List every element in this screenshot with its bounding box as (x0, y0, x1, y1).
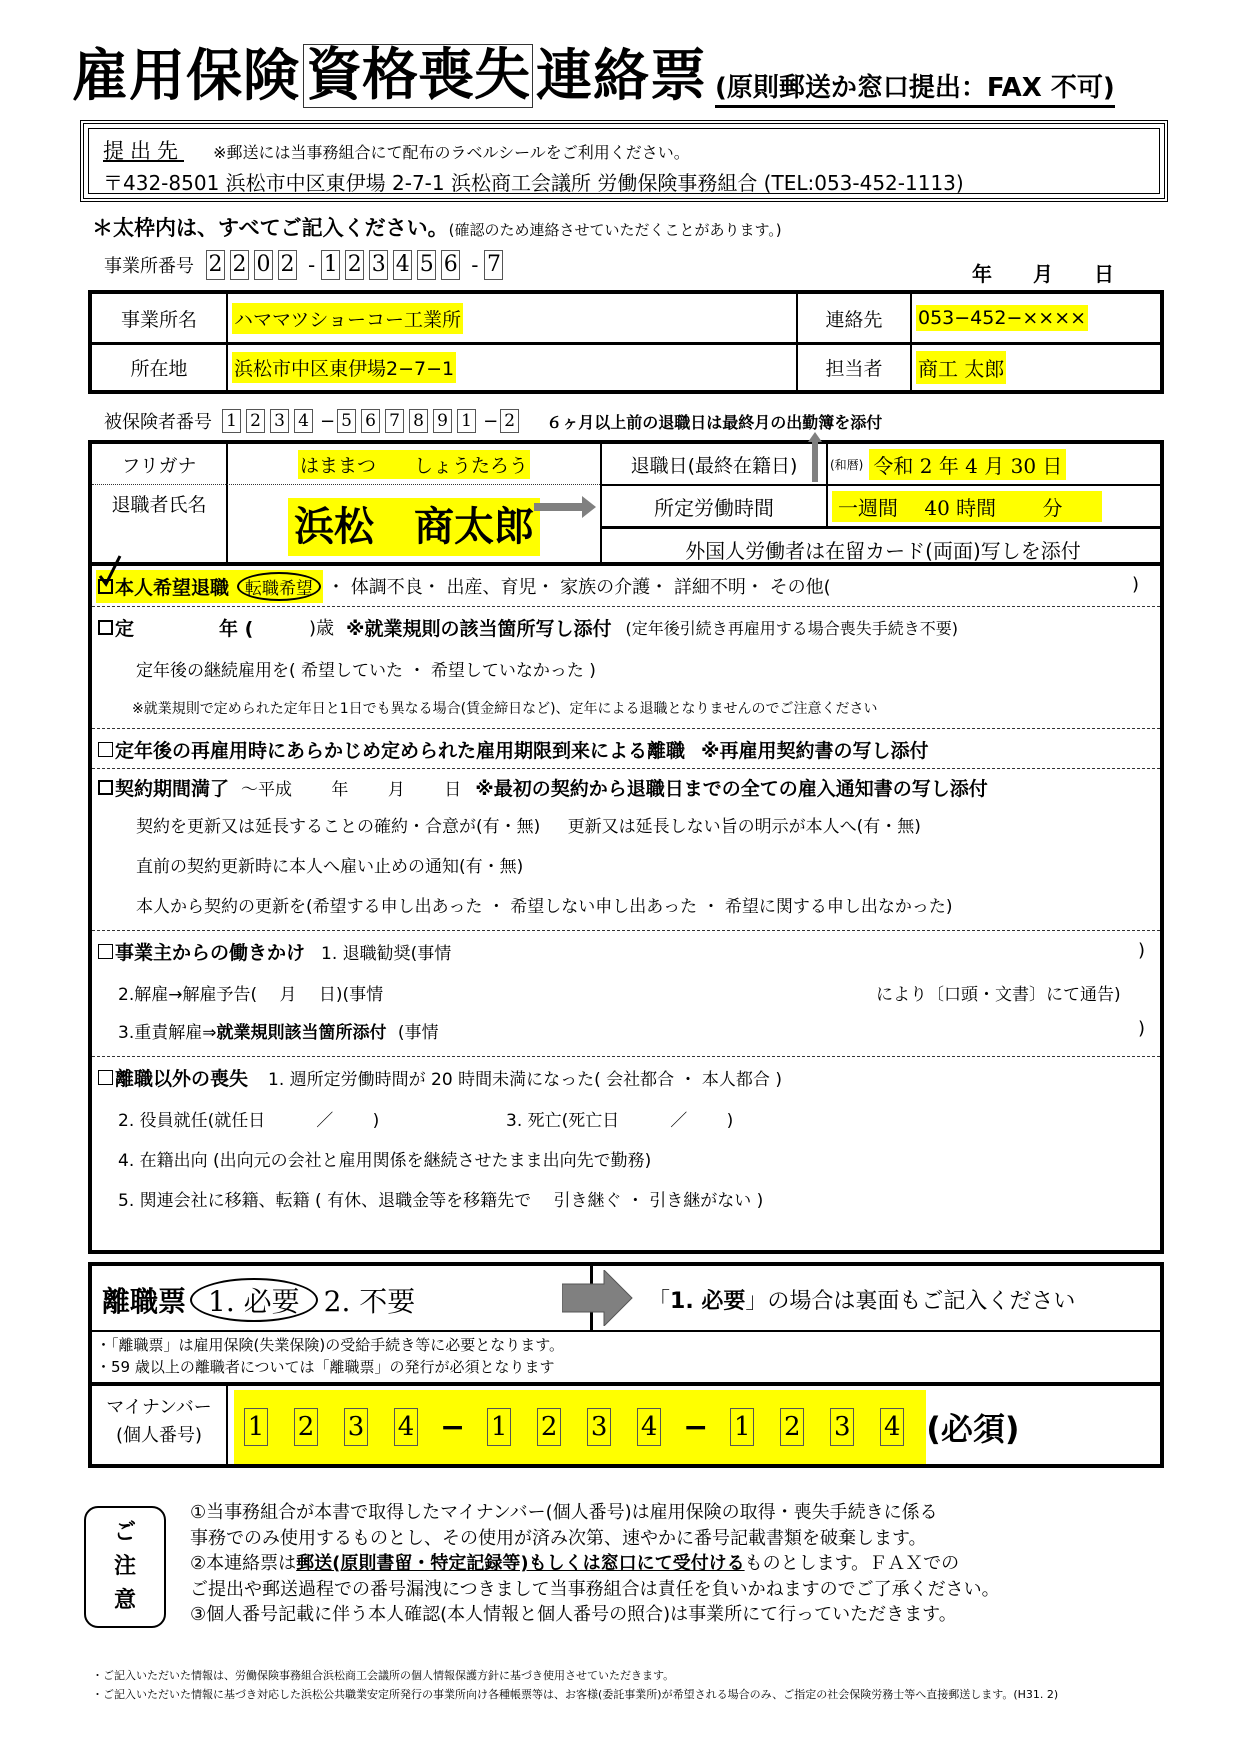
item3-bold: 就業規則該当箇所添付 (216, 1023, 387, 1043)
separation-slip-back-note (648, 1284, 1075, 1315)
company-name-label: 事業所名 (120, 308, 197, 331)
employer-action-checkbox[interactable] (98, 944, 113, 959)
insured-number-digit: 3 (270, 409, 289, 433)
non-separation-checkbox[interactable] (98, 1070, 113, 1085)
retire-date-field[interactable] (830, 448, 1066, 480)
employer-action-item3-close: ) (1138, 1018, 1146, 1039)
office-number-digit: 2 (278, 250, 297, 280)
separation-slip-options (102, 1278, 415, 1322)
office-number-digit: 5 (417, 250, 436, 280)
my-number-digit: 3 (344, 1408, 368, 1446)
item3-suffix: (事情 (397, 1023, 439, 1043)
office-number-digit: 1 (321, 250, 340, 280)
non-separation-item3: 3. 死亡(死亡日 ／ ) (506, 1111, 734, 1131)
insured-number-note: ６ヶ月以上前の退職日は最終月の出勤簿を添付 (546, 412, 883, 432)
caution-line5: ③個人番号記載に伴う本人確認(本人情報と個人番号の照合)は事業所にて行っていただきます。 (190, 1604, 957, 1625)
company-name-value: ハママツショーコー工業所 (232, 303, 463, 334)
destination-note: ※郵送には当事務組合にて配布のラベルシールをご利用ください。 (213, 143, 690, 162)
my-number-digit: 1 (730, 1408, 754, 1446)
employer-action-item2-right: により〔口頭・文書〕にて通告) (876, 985, 1121, 1005)
retirement-age-continued-employment: 定年後の継続雇用を( 希望していた ・ 希望していなかった ) (136, 661, 596, 681)
insured-number-digit: 8 (409, 409, 428, 433)
company-name-field[interactable] (232, 302, 463, 334)
my-number-label2: (個人番号) (115, 1425, 203, 1446)
non-separation-item2: 2. 役員就任(就任日 ／ ) (118, 1111, 380, 1131)
furigana-field[interactable] (228, 448, 600, 480)
work-hours-field[interactable] (832, 490, 1102, 522)
my-number-digit: 2 (294, 1408, 318, 1446)
page-title (72, 38, 1115, 108)
reason-non-separation[interactable] (98, 1062, 782, 1092)
separation-slip-note2: ・59 歳以上の離職者については「離職票」の発行が必須となります (96, 1358, 555, 1376)
address-field[interactable] (232, 351, 456, 383)
my-number-digit: 2 (780, 1408, 804, 1446)
voluntary-options: ・ 体調不良・ 出産、育児・ 家族の介護・ 詳細不明・ その他( (327, 577, 831, 598)
my-number-label1: マイナンバー (106, 1397, 212, 1418)
contract-end-label: 契約期間満了 (115, 777, 230, 800)
reemployment-attach: ※再雇用契約書の写し添付 (701, 739, 929, 762)
separation-slip-notes (88, 1332, 1164, 1382)
retirement-age-age: )歳 (309, 618, 335, 639)
separation-slip-label: 離職票 (102, 1285, 187, 1318)
checkmark-icon (98, 554, 122, 588)
my-number-label (92, 1394, 226, 1450)
separation-slip-note1: ・「離職票」は雇用保険(失業保険)の受給手続き等に必要となります。 (96, 1336, 565, 1354)
my-number-digit: 4 (880, 1408, 904, 1446)
foreign-worker-note: 外国人労働者は在留カード(両面)写しを添付 (685, 538, 1081, 563)
destination-address: 〒432-8501 浜松市中区東伊場 2-7-1 浜松商工会議所 労働保険事務組合 (TEL:053-452-1113) (103, 171, 964, 195)
contact-value: 053−452−×××× (918, 307, 1087, 329)
employer-action-item3 (118, 1018, 439, 1043)
insured-number-separator: − (483, 410, 499, 432)
retire-date-value: 令和 2 年 4 月 30 日 (869, 449, 1066, 480)
caution-text (190, 1500, 1000, 1628)
title-part1: 雇用保険 (72, 44, 300, 109)
reason-contract-end[interactable] (98, 772, 988, 802)
destination-box (80, 120, 1168, 202)
office-number-digit: 0 (254, 250, 273, 280)
separation-slip-required-option[interactable]: 1. 必要 (190, 1278, 318, 1322)
footer-line2: ・ご記入いただいた情報に基づき対応した浜松公共職業安定所発行の事業所向け各種帳票等は、お客様(委託事業所)が希望される場合のみ、ご指定の社会保険労務士等へ直接郵送します。(H31. 2) (92, 1688, 1059, 1701)
furigana-label: フリガナ (121, 454, 197, 477)
office-number-digit: 4 (393, 250, 412, 280)
contract-non-renewal-notice: 更新又は延長しない旨の明示が本人へ(有・無) (567, 817, 921, 837)
separation-slip-not-required-option[interactable]: 2. 不要 (323, 1285, 416, 1318)
caution-char: ご (113, 1520, 136, 1545)
work-hours-label: 所定労働時間 (654, 495, 774, 520)
date-day-label: 日 (1093, 262, 1114, 286)
reasons-block (88, 562, 1164, 1254)
retiree-name-label: 退職者氏名 (111, 494, 207, 516)
office-number-separator: - (471, 253, 479, 277)
address-value: 浜松市中区東伊場2−7−1 (232, 352, 456, 383)
person-in-charge-label: 担当者 (825, 358, 883, 380)
person-in-charge-value: 商工 太郎 (916, 351, 1006, 384)
my-number-digit: 1 (487, 1408, 511, 1446)
insured-number-digit: 1 (457, 409, 476, 433)
caution-line1: ①当事務組合が本書で取得したマイナンバー(個人番号)は雇用保険の取得・喪失手続きに係る (190, 1502, 938, 1523)
contract-renewal-agreement: 契約を更新又は延長することの確約・合意が(有・無) (136, 817, 541, 837)
voluntary-close-paren: ) (1132, 574, 1140, 595)
company-table (88, 290, 1164, 394)
fill-instruction (92, 212, 782, 242)
item3-prefix: 3.重責解雇⇒ (118, 1023, 217, 1043)
office-number-group2[interactable] (321, 250, 465, 280)
retirement-age-caution: ※就業規則で定められた定年日と1日でも異なる場合(賃金締日など)、定年による退職となりませんのでご注意ください (132, 701, 878, 717)
my-number-digit: 3 (830, 1408, 854, 1446)
employer-action-label: 事業主からの働きかけ (115, 941, 306, 964)
caution-line3-prefix: ②本連絡票は (190, 1553, 297, 1574)
caution-line2: 事務でのみ使用するものとし、その使用が済み次第、速やかに番号記載書類を破棄します。 (190, 1527, 927, 1549)
address-label: 所在地 (130, 358, 188, 380)
my-number-digit: 4 (637, 1408, 661, 1446)
insured-number-label: 被保険者番号 (104, 412, 212, 433)
employer-action-item1: 1. 退職勧奨(事情 (321, 943, 452, 964)
office-number-digit: 2 (230, 250, 249, 280)
retiree-name-value: 浜松 商太郎 (288, 498, 540, 556)
caution-char: 注 (113, 1554, 136, 1579)
reason-reemployment[interactable] (98, 734, 929, 764)
my-number-digit: 1 (244, 1408, 268, 1446)
separation-slip-row (88, 1262, 1164, 1332)
insured-number-row (104, 408, 882, 434)
office-number-row (104, 250, 508, 280)
destination-label: 提出先 (103, 139, 184, 163)
insured-number-separator: − (320, 410, 336, 432)
insured-number-digit: 2 (500, 409, 519, 433)
arrow-up-icon (808, 432, 818, 482)
instruction-main: ＊太枠内は、すべてご記入ください。 (92, 216, 449, 240)
office-number-group1[interactable] (206, 250, 302, 280)
retirement-age-year: 年 ( (219, 617, 254, 640)
caution-char: 意 (113, 1588, 136, 1613)
my-number-row (88, 1382, 1164, 1468)
reason-voluntary[interactable] (96, 570, 831, 602)
date-month-label: 月 (1032, 262, 1053, 286)
footer-line1: ・ご記入いただいた情報は、労働保険事務組合浜松商工会議所の個人情報保護方針に基づき使用させていただきます。 (92, 1669, 675, 1682)
retirement-age-label: 定 (115, 617, 135, 640)
my-number-separator: − (683, 1409, 709, 1445)
contract-end-checkbox[interactable] (98, 780, 113, 795)
voluntary-circled-option[interactable]: 転職希望 (237, 572, 321, 601)
non-separation-item1: 1. 週所定労働時間が 20 時間未満になった( 会社都合 ・ 本人都合 ) (268, 1069, 782, 1090)
employer-action-item2: 2.解雇→解雇予告( 月 日)(事情 (118, 985, 384, 1005)
arrow-right-icon (534, 496, 596, 522)
footer-notes (92, 1666, 1058, 1704)
caution-label-box (84, 1506, 166, 1628)
date-year-label: 年 (972, 262, 992, 286)
contact-label: 連絡先 (825, 308, 883, 331)
note-prefix: 「 (648, 1289, 671, 1314)
office-number-group3[interactable] (484, 250, 508, 280)
non-separation-item4: 4. 在籍出向 (出向元の会社と雇用関係を継続させたまま出向先で勤務) (118, 1151, 652, 1171)
reemployment-checkbox[interactable] (98, 742, 113, 757)
reason-retirement-age[interactable] (98, 612, 958, 642)
contract-renewal-request: 本人から契約の更新を(希望する申し出あった ・ 希望しない申し出あった ・ 希望に関する申し出なかった) (136, 897, 953, 917)
title-subtitle: (原則郵送か窓口提出：FAX 不可) (715, 72, 1115, 108)
my-number-digits[interactable] (244, 1404, 1020, 1450)
office-number-digit: 3 (369, 250, 388, 280)
office-number-digit: 2 (345, 250, 364, 280)
date-header[interactable] (972, 258, 1114, 287)
caution-line3-bold: 郵送(原則書留・特定記録等)もしくは窓口にて受付ける (296, 1553, 745, 1574)
insured-number-group3[interactable] (500, 409, 524, 433)
my-number-digit: 2 (537, 1408, 561, 1446)
insured-number-digit: 7 (385, 409, 404, 433)
contract-end-date: 〜平成 年 月 日 (241, 779, 462, 800)
reason-employer-action[interactable] (98, 936, 451, 966)
office-number-digit: 7 (484, 250, 503, 280)
title-boxed: 資格喪失 (303, 44, 533, 108)
instruction-sub: (確認のため連絡させていただくことがあります。) (448, 221, 782, 239)
office-number-label: 事業所番号 (104, 256, 194, 277)
insured-number-digit: 4 (294, 409, 313, 433)
contact-field[interactable] (916, 302, 1088, 334)
reemployment-label: 定年後の再雇用時にあらかじめ定められた雇用期限到来による離職 (115, 739, 686, 762)
caution-line4: ご提出や郵送過程での番号漏洩につきまして当事務組合は責任を負いかねますのでご了承ください。 (190, 1578, 1000, 1600)
non-separation-label: 離職以外の喪失 (115, 1067, 249, 1090)
employer-action-item1-close: ) (1138, 940, 1146, 961)
caution-line3 (190, 1551, 1000, 1577)
note-bold: 1. 必要 (670, 1289, 746, 1314)
insured-number-digit: 5 (337, 409, 356, 433)
retire-date-label: 退職日(最終在籍日) (630, 454, 798, 477)
employee-table (88, 440, 1164, 566)
contract-end-line2 (136, 812, 921, 837)
voluntary-label: 本人希望退職 (115, 576, 230, 599)
my-number-digit: 3 (587, 1408, 611, 1446)
caution-line3-suffix: ものとします。ＦＡＸでの (744, 1553, 960, 1574)
office-number-digit: 6 (441, 250, 460, 280)
retirement-age-checkbox[interactable] (98, 620, 113, 635)
note-suffix: 」の場合は裏面もご記入ください (745, 1289, 1076, 1314)
insured-number-digit: 1 (222, 409, 241, 433)
calendar-label: (和暦) (830, 457, 864, 472)
contract-end-attach: ※最初の契約から退職日までの全ての雇入通知書の写し添付 (475, 777, 988, 800)
person-in-charge-field[interactable] (916, 351, 1006, 383)
my-number-digit: 4 (394, 1408, 418, 1446)
furigana-value: はままつ しょうたろう (298, 450, 530, 479)
my-number-separator: − (440, 1409, 466, 1445)
contract-termination-notice: 直前の契約更新時に本人へ雇い止めの通知(有・無) (136, 857, 524, 877)
office-number-digit: 2 (206, 250, 225, 280)
insured-number-group2[interactable] (337, 409, 481, 433)
my-number-required: (必須) (926, 1410, 1020, 1448)
retirement-age-note: (定年後引続き再雇用する場合喪失手続き不要) (625, 618, 959, 638)
non-separation-item5: 5. 関連会社に移籍、転籍 ( 有休、退職金等を移籍先で 引き継ぐ ・ 引き継がない ) (118, 1191, 764, 1211)
work-hours-value: 一週間 40 時間 分 (832, 491, 1102, 522)
retirement-age-attach: ※就業規則の該当箇所写し添付 (346, 617, 612, 640)
insured-number-digit: 2 (246, 409, 265, 433)
big-arrow-right-icon (562, 1270, 634, 1330)
insured-number-group1[interactable] (222, 409, 318, 433)
title-part2: 連絡票 (536, 44, 707, 109)
office-number-separator: - (308, 253, 316, 277)
insured-number-digit: 6 (361, 409, 380, 433)
insured-number-digit: 9 (433, 409, 452, 433)
